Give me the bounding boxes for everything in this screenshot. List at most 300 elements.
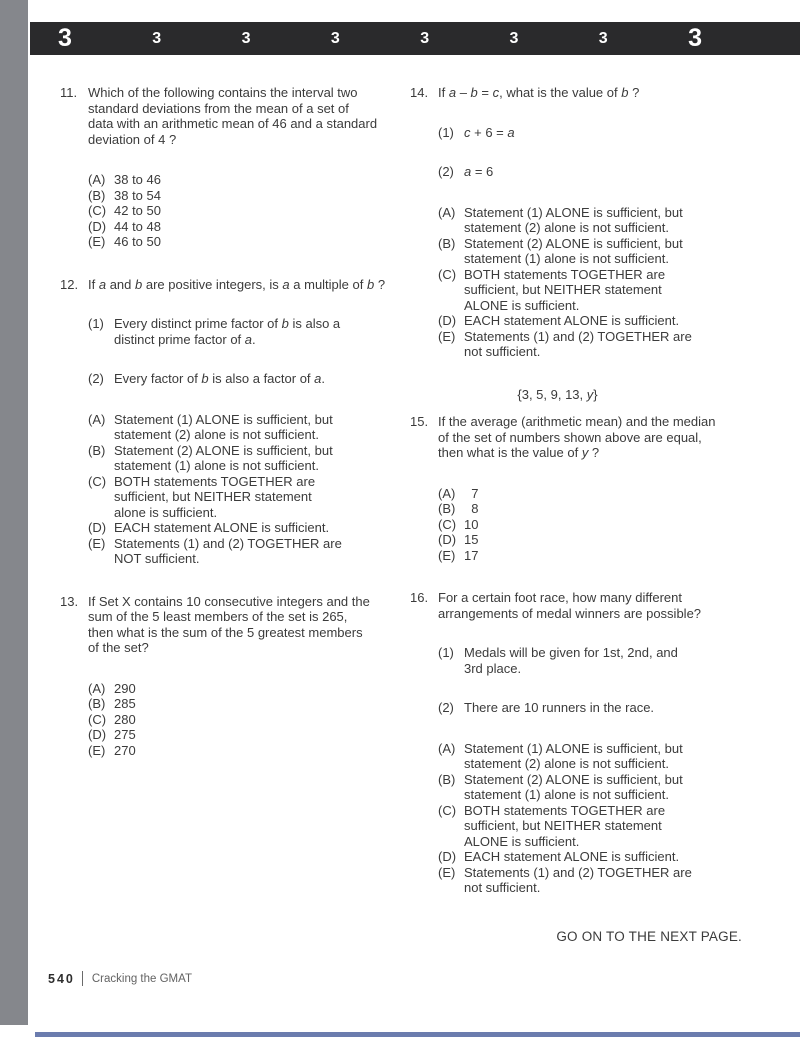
question-14 — [410, 85, 750, 360]
option-label: (B) — [438, 771, 456, 787]
option-D — [438, 313, 750, 329]
question-body — [438, 590, 750, 896]
question-stem — [88, 85, 394, 147]
text-run: Statement (2) ALONE is sufficient, but — [464, 235, 683, 251]
option-line — [464, 849, 679, 865]
text-run: arrangements of medal winners are possible? — [438, 605, 702, 621]
statement-1 — [88, 316, 394, 347]
option-line — [114, 536, 342, 552]
answer-options — [438, 486, 750, 564]
page-edge-gray-strip — [0, 0, 28, 1025]
text-run: + 6 = — [470, 124, 508, 140]
text-run: – — [456, 85, 471, 100]
option-line — [464, 344, 692, 360]
text-run: y — [586, 386, 594, 402]
option-label: (C) — [88, 711, 107, 727]
text-run: 46 to 50 — [114, 234, 161, 249]
option-line — [114, 712, 136, 728]
option-label: (C) — [438, 266, 457, 282]
option-B — [438, 501, 750, 517]
stem-line — [88, 116, 394, 132]
text-run: Every factor of — [114, 371, 202, 386]
text-run: EACH statement ALONE is sufficient. — [114, 520, 330, 535]
option-C — [88, 712, 394, 728]
text-run: a — [464, 164, 472, 179]
statement-line — [464, 645, 678, 661]
option-text — [114, 443, 333, 474]
option-line — [114, 458, 333, 474]
option-line — [464, 236, 683, 252]
answer-options — [438, 741, 750, 896]
option-line — [464, 220, 683, 236]
stem-line — [88, 594, 394, 610]
stem-line — [88, 277, 394, 293]
option-label: (D) — [88, 218, 107, 234]
question-body — [88, 277, 394, 567]
section-number: 3 — [688, 24, 702, 52]
option-A — [88, 681, 394, 697]
stem-line — [88, 101, 394, 117]
text-run: If — [438, 85, 449, 100]
option-text — [114, 681, 136, 697]
option-B — [88, 696, 394, 712]
question-number: 12. — [60, 276, 79, 292]
go-on-instruction: GO ON TO THE NEXT PAGE. — [556, 928, 742, 944]
option-line — [464, 532, 478, 548]
option-line — [464, 205, 683, 221]
answer-options — [88, 172, 394, 250]
text-run: Statement (1) ALONE is sufficient, but — [464, 740, 683, 756]
statement-line — [464, 125, 515, 141]
text-run: a — [507, 124, 515, 140]
option-label: (A) — [88, 680, 106, 696]
option-label: (B) — [438, 501, 456, 516]
option-label: (A) — [88, 411, 106, 427]
option-line — [114, 743, 136, 759]
text-run: Statement (2) ALONE is sufficient, but — [464, 771, 683, 787]
option-line — [114, 427, 333, 443]
option-text — [114, 727, 136, 743]
text-run: b — [201, 371, 209, 386]
option-D — [438, 532, 750, 548]
option-label: (E) — [88, 234, 106, 249]
option-A — [438, 741, 750, 772]
statement-text — [464, 164, 493, 180]
text-run: a — [98, 276, 107, 292]
option-label: (C) — [438, 802, 457, 818]
text-run: 270 — [114, 742, 136, 758]
option-line — [114, 203, 161, 219]
option-label: (B) — [88, 187, 106, 203]
text-run: 285 — [114, 696, 136, 711]
text-run: is also a — [288, 316, 341, 331]
answer-options — [88, 681, 394, 759]
text-run: Statements (1) and (2) TOGETHER are — [464, 864, 692, 880]
section-number: 3 — [58, 24, 72, 52]
option-label: (B) — [88, 442, 106, 458]
text-run: b — [366, 276, 375, 292]
question-number: 14. — [410, 85, 429, 100]
text-run: If Set X contains 10 consecutive integers and the — [88, 593, 370, 609]
option-A — [438, 486, 750, 502]
option-text — [464, 772, 683, 803]
text-run: Statement (2) ALONE is sufficient, but — [114, 442, 333, 458]
option-B — [88, 188, 394, 204]
statement-text — [464, 645, 678, 676]
text-run: 290 — [114, 680, 136, 696]
text-run: sum of the 5 least members of the set is 265, — [88, 609, 348, 624]
text-run: = — [477, 85, 493, 100]
option-text — [114, 712, 136, 728]
text-run: c — [464, 124, 471, 140]
option-label: (D) — [438, 313, 457, 328]
option-A — [88, 172, 394, 188]
option-E — [88, 743, 394, 759]
option-text — [464, 267, 665, 314]
option-D — [88, 520, 394, 536]
text-run: 8 — [464, 501, 479, 516]
stem-line — [88, 85, 394, 101]
option-C — [88, 474, 394, 521]
section-number-bar — [30, 22, 800, 55]
text-run: Statements (1) and (2) TOGETHER are — [114, 535, 342, 551]
statement-2 — [88, 371, 394, 387]
option-line — [464, 298, 665, 314]
option-label: (D) — [438, 849, 457, 864]
option-B — [88, 443, 394, 474]
option-label: (C) — [88, 203, 107, 218]
text-run: ? — [628, 85, 640, 100]
text-run: {3, 5, 9, 13, — [517, 386, 587, 402]
question-number: 16. — [410, 590, 429, 605]
text-run: 38 to 54 — [114, 187, 161, 203]
option-line — [114, 551, 342, 567]
text-run: 38 to 46 — [114, 172, 161, 187]
option-text — [464, 548, 478, 564]
text-run: b — [621, 85, 629, 100]
option-line — [464, 803, 665, 819]
option-label: (D) — [438, 532, 457, 547]
text-run: b — [470, 85, 478, 100]
question-15 — [410, 387, 750, 564]
stem-line — [88, 609, 394, 625]
stem-line — [88, 625, 394, 641]
option-line — [464, 548, 478, 564]
option-line — [464, 329, 692, 345]
option-E — [438, 329, 750, 360]
statement-label: (2) — [88, 371, 104, 386]
answer-options — [88, 412, 394, 567]
option-line — [464, 282, 665, 298]
option-label: (C) — [438, 516, 457, 532]
text-run: If the average (arithmetic mean) and the median — [438, 414, 716, 429]
option-label: (A) — [438, 204, 456, 220]
option-line — [464, 880, 692, 896]
text-run: sufficient, but NEITHER statement — [114, 489, 312, 504]
option-line — [464, 501, 478, 517]
option-label: (D) — [88, 520, 107, 535]
text-run: Statement (1) ALONE is sufficient, but — [464, 204, 683, 220]
text-run: alone is sufficient. — [114, 504, 218, 520]
option-line — [114, 188, 161, 204]
text-run: statement (1) alone is not sufficient. — [464, 251, 669, 266]
option-line — [464, 517, 478, 533]
text-run: is also a factor of — [208, 371, 315, 386]
text-run: . — [252, 331, 256, 347]
text-run: If — [88, 276, 99, 292]
question-16 — [410, 590, 750, 896]
option-line — [464, 865, 692, 881]
text-run: For a certain foot race, how many different — [438, 590, 682, 605]
statement-label: (2) — [438, 700, 454, 715]
text-run: Medals will be given for 1st, 2nd, and — [464, 645, 678, 660]
question-11 — [60, 85, 394, 250]
footer-divider — [82, 971, 83, 986]
text-run: a — [244, 331, 253, 347]
option-line — [464, 772, 683, 788]
option-line — [114, 474, 315, 490]
option-E — [88, 234, 394, 250]
text-run: statement (1) alone is not sufficient. — [464, 787, 669, 802]
text-run: Every distinct prime factor of — [114, 316, 282, 331]
statement-1 — [438, 125, 750, 141]
option-line — [464, 756, 683, 772]
option-text — [464, 236, 683, 267]
question-grid — [410, 590, 750, 896]
option-text — [464, 517, 478, 533]
page-footer — [48, 971, 192, 986]
question-number: 11. — [60, 85, 78, 100]
text-run: of the set of numbers shown above are equal, — [438, 429, 702, 445]
text-run: EACH statement ALONE is sufficient. — [464, 313, 680, 328]
option-line — [464, 267, 665, 283]
section-number: 3 — [598, 29, 608, 47]
text-run: 280 — [114, 711, 136, 727]
book-title: Cracking the GMAT — [91, 972, 192, 985]
option-C — [88, 203, 394, 219]
section-number: 3 — [509, 29, 519, 47]
stem-line — [438, 430, 750, 446]
stem-line — [438, 85, 750, 101]
text-run: a — [448, 85, 457, 100]
statement-2 — [438, 164, 750, 180]
text-run: distinct prime factor of — [114, 331, 245, 347]
question-stem — [88, 277, 394, 293]
option-D — [438, 849, 750, 865]
text-run: y — [581, 445, 589, 460]
statement-line — [114, 332, 340, 348]
option-label: (E) — [438, 864, 456, 880]
option-text — [464, 865, 692, 896]
text-run: statement (2) alone is not sufficient. — [464, 220, 669, 235]
text-run: of the set? — [88, 640, 149, 655]
option-text — [464, 486, 478, 502]
page-bottom-blue-strip — [35, 1032, 800, 1037]
option-text — [114, 412, 333, 443]
option-A — [88, 412, 394, 443]
text-run: statement (2) alone is not sufficient. — [114, 427, 319, 442]
statement-line — [114, 316, 340, 332]
question-grid — [60, 594, 394, 759]
option-label: (C) — [88, 473, 107, 489]
text-run: 3rd place. — [464, 660, 522, 676]
option-label: (B) — [438, 235, 456, 251]
option-label: (E) — [438, 547, 456, 563]
statement-text — [114, 316, 340, 347]
question-grid — [410, 85, 750, 360]
option-text — [464, 205, 683, 236]
text-run: are positive integers, is — [142, 276, 283, 292]
option-D — [88, 727, 394, 743]
option-text — [464, 501, 478, 517]
text-run: BOTH statements TOGETHER are — [464, 266, 666, 282]
statement-text — [114, 371, 325, 387]
option-label: (A) — [438, 485, 456, 501]
statement-label: (1) — [88, 316, 104, 331]
text-run: EACH statement ALONE is sufficient. — [464, 849, 680, 864]
question-number: 13. — [60, 593, 79, 609]
option-line — [114, 681, 136, 697]
text-run: 10 — [464, 516, 479, 532]
text-run: Statements (1) and (2) TOGETHER are — [464, 328, 692, 344]
option-line — [114, 489, 315, 505]
text-run: ALONE is sufficient. — [464, 297, 580, 313]
option-label: (A) — [88, 172, 106, 187]
question-stem — [438, 85, 750, 101]
text-run: sufficient, but NEITHER statement — [464, 818, 662, 833]
text-run: sufficient, but NEITHER statement — [464, 282, 662, 297]
option-C — [438, 517, 750, 533]
statement-1 — [438, 645, 750, 676]
text-run: 275 — [114, 727, 136, 742]
text-run: not sufficient. — [464, 880, 541, 895]
statement-line — [464, 661, 678, 677]
option-text — [464, 803, 665, 850]
text-run: . — [321, 371, 326, 386]
question-number: 15. — [410, 414, 429, 429]
stem-line — [438, 606, 750, 622]
option-line — [464, 313, 679, 329]
text-run: BOTH statements TOGETHER are — [464, 802, 666, 818]
answer-options — [438, 205, 750, 360]
text-run: a — [282, 276, 290, 292]
option-line — [464, 251, 683, 267]
set-notation — [410, 387, 705, 403]
stem-line — [438, 414, 750, 430]
option-text — [114, 219, 161, 235]
option-text — [114, 520, 329, 536]
stem-line — [88, 132, 394, 148]
question-stem — [438, 414, 750, 461]
option-text — [464, 741, 683, 772]
statement-label: (1) — [438, 124, 454, 140]
option-text — [464, 849, 679, 865]
left-question-column — [60, 85, 394, 758]
text-run: a multiple of — [289, 276, 367, 292]
text-run: NOT sufficient. — [114, 551, 200, 566]
question-stem — [438, 590, 750, 621]
section-number: 3 — [241, 29, 251, 47]
option-C — [438, 267, 750, 314]
option-line — [464, 486, 478, 502]
option-text — [114, 172, 161, 188]
question-body — [88, 594, 394, 759]
text-run: a — [314, 371, 322, 386]
option-E — [438, 865, 750, 896]
option-E — [438, 548, 750, 564]
text-run: , what is the value of — [499, 85, 622, 100]
option-line — [114, 727, 136, 743]
question-body — [88, 85, 394, 250]
option-label: (B) — [88, 696, 106, 711]
option-line — [114, 505, 315, 521]
question-grid — [60, 277, 394, 567]
section-number: 3 — [152, 29, 162, 47]
text-run: ALONE is sufficient. — [464, 833, 580, 849]
option-A — [438, 205, 750, 236]
text-run: then what is the sum of the 5 greatest members — [88, 624, 363, 640]
text-run: standard deviations from the mean of a set of — [88, 100, 349, 116]
statement-line — [114, 371, 325, 387]
text-run: 17 — [464, 547, 479, 563]
section-number: 3 — [420, 29, 430, 47]
stem-line — [438, 445, 750, 461]
text-run: deviation of 4 ? — [88, 131, 177, 147]
option-line — [114, 172, 161, 188]
option-B — [438, 236, 750, 267]
option-line — [114, 520, 329, 536]
page-number: 540 — [48, 971, 75, 986]
text-run: b — [281, 316, 289, 331]
option-line — [464, 834, 665, 850]
question-body — [438, 414, 750, 563]
text-run: There are 10 runners in the race. — [464, 700, 655, 715]
text-run: 7 — [464, 485, 479, 501]
option-text — [464, 313, 679, 329]
statement-text — [464, 700, 654, 716]
section-number: 3 — [330, 29, 340, 47]
option-text — [464, 329, 692, 360]
option-C — [438, 803, 750, 850]
option-label: (A) — [438, 740, 456, 756]
statement-line — [464, 164, 493, 180]
text-run: then what is the value of — [438, 445, 582, 460]
option-label: (E) — [438, 328, 456, 344]
text-run: 42 to 50 — [114, 203, 161, 218]
option-label: (D) — [88, 727, 107, 742]
stem-line — [88, 640, 394, 656]
option-line — [464, 787, 683, 803]
text-run: ? — [588, 445, 600, 460]
option-line — [114, 219, 161, 235]
text-run: b — [135, 276, 143, 292]
question-body — [438, 85, 750, 360]
option-line — [464, 818, 665, 834]
text-run: statement (2) alone is not sufficient. — [464, 756, 669, 771]
option-text — [464, 532, 478, 548]
option-text — [114, 188, 161, 204]
option-label: (E) — [88, 535, 106, 551]
text-run: } — [593, 386, 598, 402]
statement-label: (2) — [438, 164, 454, 179]
option-text — [114, 203, 161, 219]
option-line — [464, 741, 683, 757]
option-label: (E) — [88, 742, 106, 758]
option-line — [114, 234, 161, 250]
text-run: Statement (1) ALONE is sufficient, but — [114, 411, 333, 427]
option-line — [114, 443, 333, 459]
option-text — [114, 474, 315, 521]
